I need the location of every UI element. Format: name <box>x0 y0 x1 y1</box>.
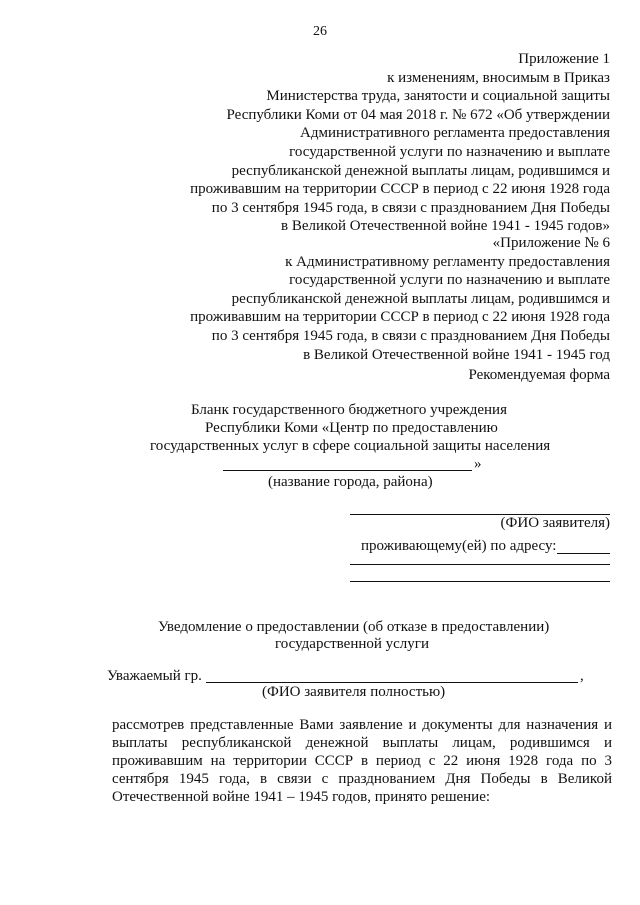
appendix-1-line: государственной услуги по назначению и выплате <box>289 143 610 160</box>
appendix-1-line: проживавшим на территории СССР в период с 22 июня 1928 года <box>190 181 610 198</box>
page-number: 26 <box>313 24 327 39</box>
body-line: проживавшим на территории СССР в период с 22 июня 1928 года по 3 <box>112 753 612 769</box>
appendix-1-line: Республики Коми от 04 мая 2018 г. № 672 «Об утверждении <box>226 106 610 123</box>
city-caption: (название города, района) <box>268 474 433 490</box>
body-line: рассмотрев представленные Вами заявление и документы для назначения и <box>112 717 612 733</box>
body-paragraph <box>112 716 612 806</box>
appendix-1-line: Министерства труда, занятости и социальной защиты <box>266 88 610 105</box>
blank-line-3: государственных услуг в сфере социальной защиты населения <box>150 438 551 454</box>
appendix-6-line: государственной услуги по назначению и выплате <box>289 272 610 289</box>
appendix-1-line: к изменениям, вносимым в Приказ <box>387 69 610 86</box>
appendix-1-line: Административного регламента предоставления <box>300 125 610 142</box>
address-underline-3 <box>350 581 610 582</box>
appendix-6-line: проживавшим на территории СССР в период с 22 июня 1928 года <box>190 309 610 326</box>
blank-closing-quote: » <box>474 456 482 472</box>
salutation-fio-underline <box>206 682 578 683</box>
salutation-fio-caption: (ФИО заявителя полностью) <box>262 684 446 700</box>
recommended-form-label: Рекомендуемая форма <box>468 367 610 383</box>
blank-line-2: Республики Коми «Центр по предоставлению <box>205 420 498 436</box>
notice-title-line-2: государственной услуги <box>275 636 429 652</box>
appendix-6-line: по 3 сентября 1945 года, в связи с празднованием Дня Победы <box>211 327 610 344</box>
appendix-6-line: в Великой Отечественной войне 1941 - 1945 год <box>303 346 610 363</box>
body-line: сентября 1945 года, в связи с празднованием Дня Победы в Великой <box>112 771 612 787</box>
address-underline-2 <box>350 564 610 565</box>
appendix-1-block <box>190 50 610 236</box>
applicant-fio-caption: (ФИО заявителя) <box>500 515 610 531</box>
appendix-6-block <box>190 234 610 364</box>
salutation-comma: , <box>580 668 584 684</box>
appendix-1-line: по 3 сентября 1945 года, в связи с празднованием Дня Победы <box>211 199 610 216</box>
body-line: выплаты республиканской денежной выплаты лицам, родившимся и <box>112 735 612 751</box>
city-underline <box>223 470 472 471</box>
appendix-6-line: к Административному регламенту предоставления <box>285 253 610 270</box>
appendix-6-line: «Приложение № 6 <box>492 235 610 251</box>
appendix-1-line: в Великой Отечественной войне 1941 - 1945 годов» <box>280 218 610 235</box>
blank-line-1: Бланк государственного бюджетного учреждения <box>191 402 507 418</box>
body-line: Отечественной войне 1941 – 1945 годов, принято решение: <box>112 789 491 805</box>
address-underline-1 <box>557 553 610 554</box>
notice-title-line-1: Уведомление о предоставлении (об отказе в предоставлении) <box>158 619 550 635</box>
appendix-1-line: Приложение 1 <box>518 51 610 67</box>
address-label: проживающему(ей) по адресу: <box>361 538 557 554</box>
appendix-1-line: республиканской денежной выплаты лицам, родившимся и <box>231 162 610 179</box>
salutation-label: Уважаемый гр. <box>107 668 202 684</box>
appendix-6-line: республиканской денежной выплаты лицам, родившимся и <box>231 290 610 307</box>
